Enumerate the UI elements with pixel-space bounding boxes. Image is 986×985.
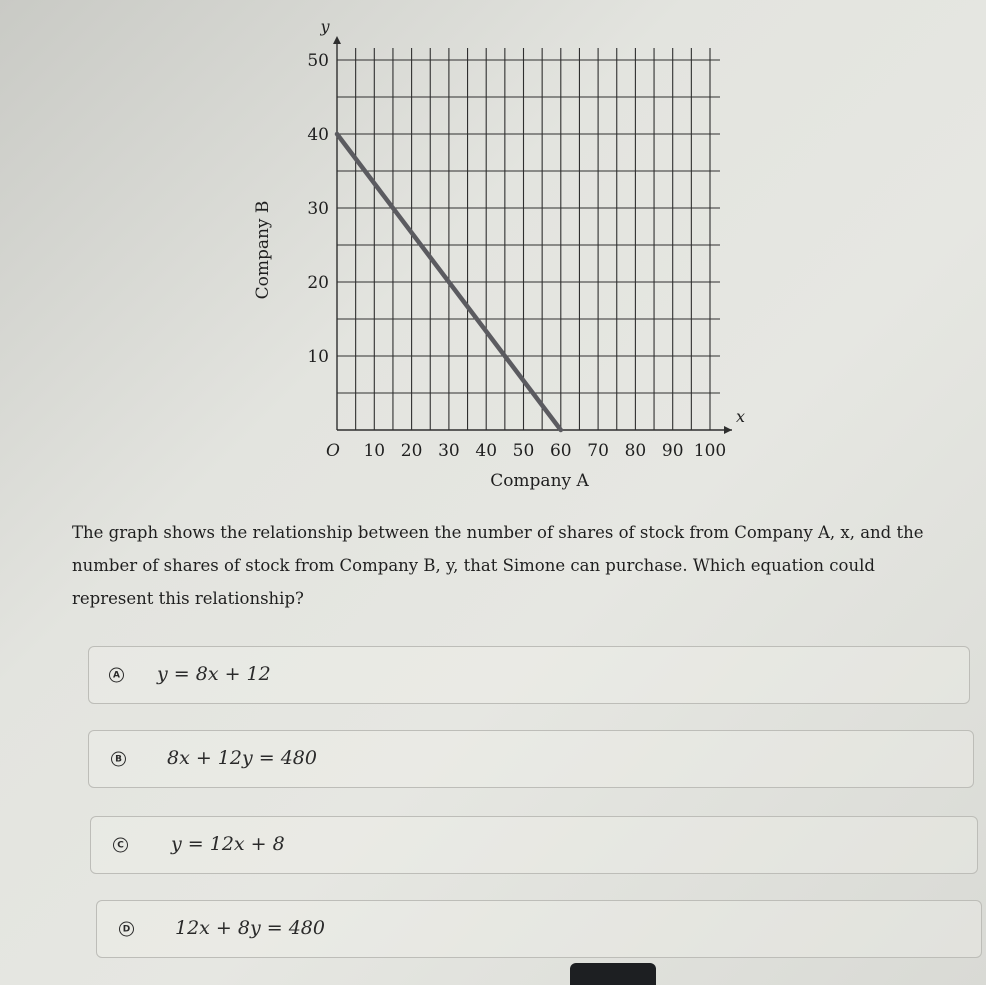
choice-a-marker: A [109, 668, 124, 683]
x-tick-label: 70 [587, 441, 609, 461]
bottom-toolbar-tab[interactable] [570, 963, 656, 985]
choice-a[interactable] [88, 646, 970, 704]
x-tick-label: 90 [661, 441, 684, 461]
choice-d[interactable] [96, 900, 982, 958]
choice-c-text: y = 12x + 8 [171, 832, 285, 855]
y-tick-label: 10 [307, 347, 329, 367]
choice-b-marker: B [111, 752, 126, 767]
x-tick-label: 20 [400, 441, 423, 461]
x-tick-label: 50 [512, 441, 535, 461]
choice-d-marker: D [119, 922, 134, 937]
choice-c-marker: C [113, 838, 128, 853]
y-tick-label: 20 [307, 273, 329, 293]
x-axis-name: x [736, 407, 746, 426]
y-axis-arrow [333, 36, 341, 44]
choice-b[interactable] [88, 730, 974, 788]
x-tick-label: 30 [438, 441, 460, 461]
origin-label: O [326, 441, 340, 461]
x-tick-label: 10 [363, 441, 386, 461]
x-tick-label: 40 [475, 441, 498, 461]
y-tick-label: 30 [307, 199, 329, 219]
x-axis-arrow [724, 426, 732, 434]
choice-a-text: y = 8x + 12 [157, 662, 271, 685]
x-tick-label: 60 [549, 441, 572, 461]
y-tick-label: 40 [307, 125, 329, 145]
x-tick-label: 100 [693, 441, 727, 461]
question-text: The graph shows the relationship between the number of shares of stock from Company A, x, and the number of shares of stock from Company B, y, that Simone can purchase. Which equation could represent this relationship? [72, 523, 924, 608]
y-axis-name: y [320, 17, 330, 36]
x-axis-title: Company A [490, 471, 589, 491]
x-tick-label: 80 [624, 441, 647, 461]
y-axis-title: Company B [253, 200, 273, 300]
y-tick-label: 50 [307, 51, 329, 71]
choice-c[interactable] [90, 816, 978, 874]
choice-d-text: 12x + 8y = 480 [175, 916, 325, 939]
choice-b-text: 8x + 12y = 480 [167, 746, 317, 769]
